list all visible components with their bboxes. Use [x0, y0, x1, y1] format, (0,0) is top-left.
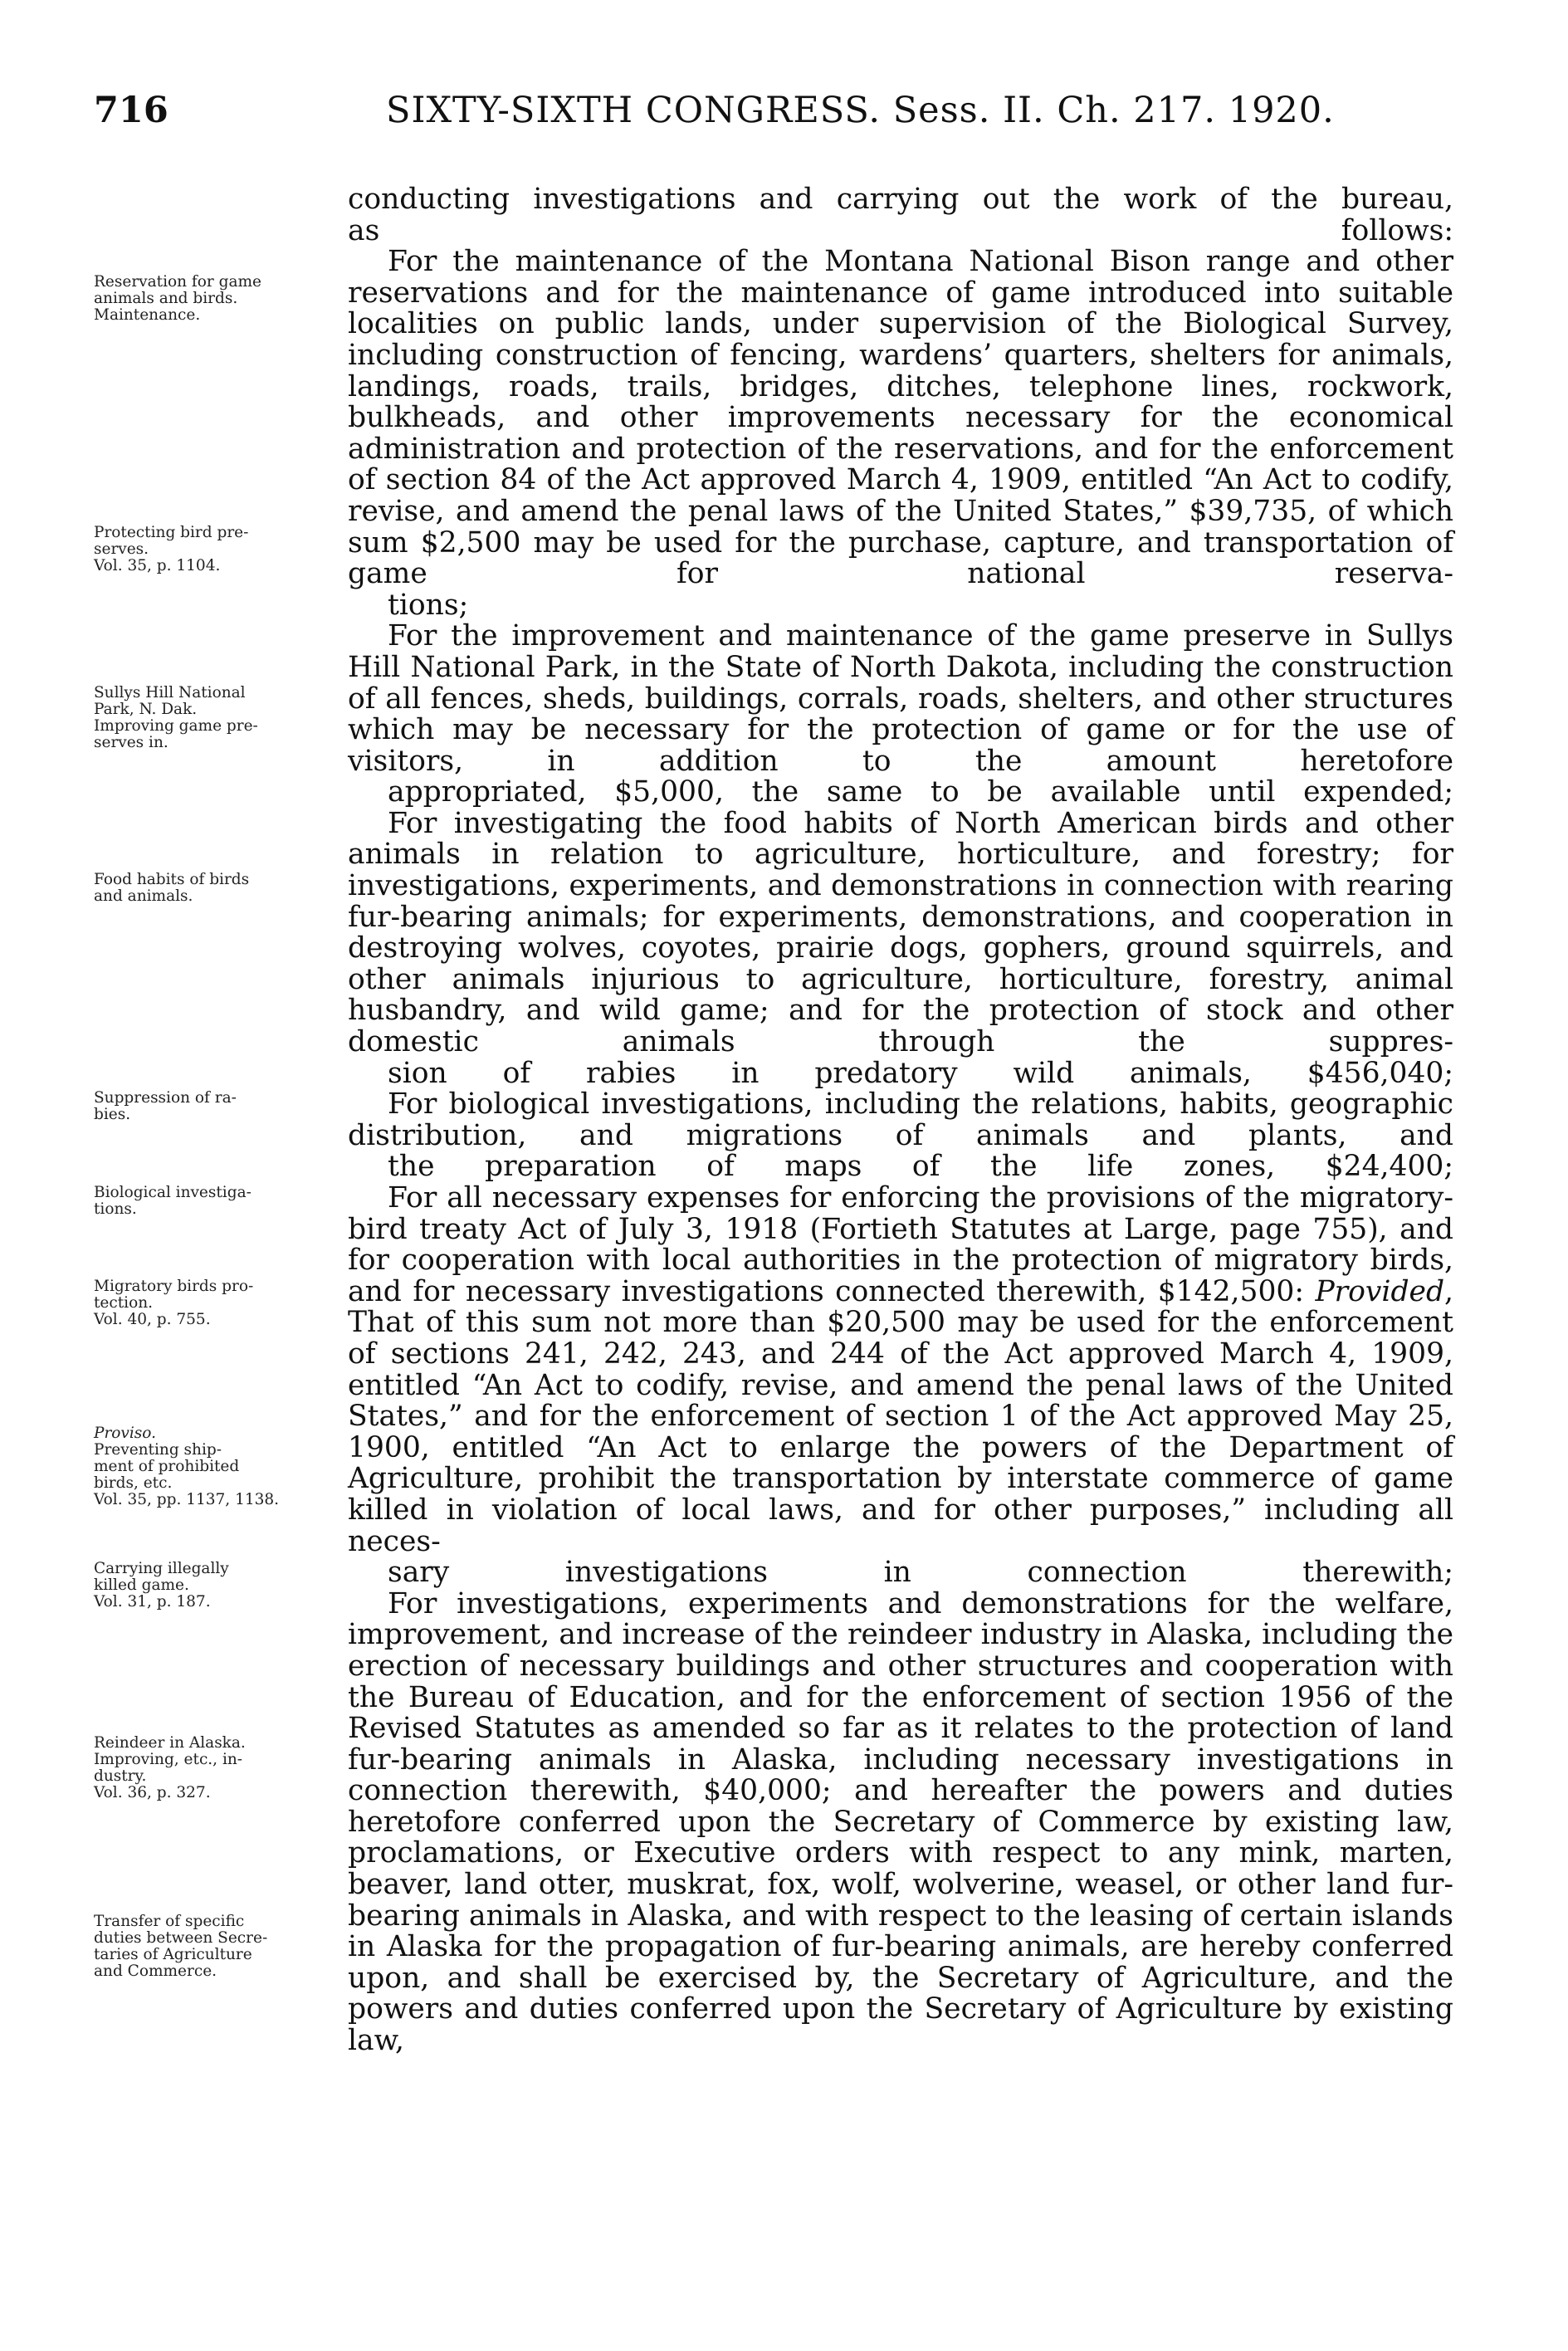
margin-note-reindeer: Reindeer in Alaska. Improving, etc., in- dustry. Vol. 36, p. 327. — [94, 1734, 246, 1801]
margin-note-sullys-hill: Sullys Hill National Park, N. Dak. Improving game pre- serves in. — [94, 684, 258, 751]
body-text — [348, 184, 1453, 2057]
margin-note-proviso: Proviso. Preventing ship- ment of prohibited birds, etc. Vol. 35, pp. 1137, 1138. — [94, 1425, 280, 1508]
margin-note-food-habits: Food habits of birds and animals. — [94, 871, 250, 905]
margin-note-rabies: Suppression of ra- bies. — [94, 1089, 237, 1123]
paragraph-bison-range: For the maintenance of the Montana National Bison range and other reservations and for the maintenance of game introduced into suitable localities on public lands, under supervision of the Biological Survey, including construction of fencing, wardens’ quarters, shelters for animals, landings, roads, trails, bridges, ditches, telephone lines, rockwork, bulkheads, and other improvements necessary for the economical administration and protection of the reservations, and for the enforcement of section 84 of the Act approved March 4, 1909, entitled “An Act to codify, revise, and amend the penal laws of the United States,” $39,735, of which sum $2,500 may be used for the purchase, capture, and transportation of game for national reserva- tions; — [348, 245, 1453, 622]
paragraph-reindeer: For investigations, experiments and demonstrations for the welfare, improvement, and increase of the reindeer industry in Alaska, including the erection of necessary buildings and other structures and cooperation with the Bureau of Education, and for the enforcement of section 1956 of the Revised Statutes as amended so far as it relates to the protection of land fur-bearing animals in Alaska, including necessary investigations in connection therewith, $40,000; and hereafter the powers and duties heretofore conferred upon the Secretary of Commerce by existing law, proclamations, or Executive orders with respect to any mink, marten, beaver, land otter, muskrat, fox, wolf, wolverine, weasel, or other land fur-bearing animals in Alaska, and with respect to the leasing of certain islands in Alaska for the propagation of fur-bearing animals, are hereby conferred upon, and shall be exercised by, the Secretary of Agriculture, and the powers and duties conferred upon the Secretary of Agriculture by existing law, — [348, 1586, 1453, 2058]
running-head: SIXTY-SIXTH CONGRESS. Sess. II. Ch. 217. 1920. — [386, 90, 1335, 131]
paragraph-biological: For biological investigations, including the relations, habits, geographic distribution, and migrations of animals and plants, and the preparation of maps of the life zones, $24,400; — [348, 1088, 1453, 1184]
page-number: 716 — [94, 90, 169, 131]
margin-note-illegally-killed: Carrying illegally killed game. Vol. 31, p. 187. — [94, 1560, 229, 1611]
proviso-word: Provided — [1315, 1274, 1445, 1308]
margin-note-migratory: Migratory birds pro- tection. Vol. 40, p. 755. — [94, 1278, 254, 1328]
margin-note-transfer-duties: Transfer of specific duties between Secre- taries of Agriculture and Commerce. — [94, 1913, 268, 1980]
margin-note-bird-preserves: Protecting bird pre- serves. Vol. 35, p. 1104. — [94, 524, 249, 574]
paragraph-sullys-hill: For the improvement and maintenance of the game preserve in Sullys Hill National Park, in the State of North Dakota, including the construction of all fences, sheds, buildings, corrals, roads, shelters, and other structures which may be necessary for the protection of game or for the use of visitors, in addition to the amount heretofore appropriated, $5,000, the same to be available until expended; — [348, 619, 1453, 809]
margin-note-reservation: Reservation for game animals and birds. Maintenance. — [94, 273, 262, 324]
paragraph-food-habits: For investigating the food habits of North American birds and other animals in relation to agriculture, horticulture, and forestry; for investigations, experiments, and demonstrations in connection with rearing fur-bearing animals; for experiments, demonstrations, and cooperation in destroying wolves, coyotes, prairie dogs, gophers, ground squirrels, and other animals injurious to agriculture, horticulture, forestry, animal husbandry, and wild game; and for the protection of stock and other domestic animals through the suppres- sion of rabies in predatory wild animals, $456,040; — [348, 806, 1453, 1090]
paragraph-intro: conducting investigations and carrying out the work of the bureau, as follows: — [348, 183, 1453, 247]
margin-note-biological: Biological investiga- tions. — [94, 1184, 252, 1218]
paragraph-migratory: For all necessary expenses for enforcing the provisions of the migratory-bird treaty Act of July 3, 1918 (Fortieth Statutes at Large, page 755), and for cooperation with local authorities in the protection of migratory birds, and for necessary investigations connected therewith, $142,500: Provided, That of this sum not more than $20,500 may be used for the enforcement of sections 241, 242, 243, and 244 of the Act approved March 4, 1909, entitled “An Act to codify, revise, and amend the penal laws of the United States,” and for the enforcement of section 1 of the Act approved May 25, 1900, entitled “An Act to enlarge the powers of the Department of Agriculture, prohibit the transportation by interstate commerce of game killed in violation of local laws, and for other purposes,” including all neces- sary investigations in connection therewith; — [348, 1181, 1453, 1590]
page-header — [94, 90, 1455, 149]
